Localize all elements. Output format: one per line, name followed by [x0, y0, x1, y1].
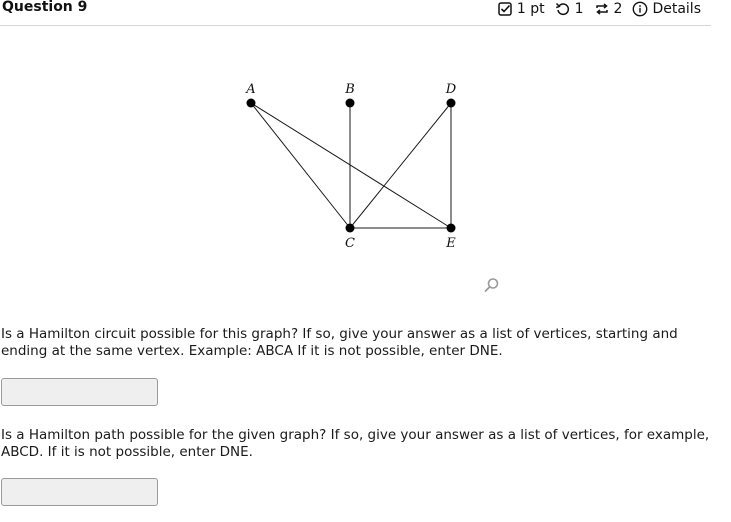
- edge-dc: [350, 103, 451, 228]
- edge-ae: [251, 103, 451, 228]
- details-link[interactable]: Details: [652, 1, 701, 17]
- vertex-c: [346, 224, 355, 233]
- question-2-prompt: Is a Hamilton path possible for the given graph? If so, give your answer as a list of vertices, for example, ABCD. If it is not possible, enter DNE.: [1, 427, 710, 460]
- question-header: [0, 0, 711, 26]
- vertex-label-a: A: [246, 82, 256, 97]
- hamilton-path-input[interactable]: [1, 478, 158, 506]
- question-1-prompt: Is a Hamilton circuit possible for this graph? If so, give your answer as a list of vertices, starting and ending at the same vertex. Example: ABCA If it is not possible, enter DNE.: [1, 326, 678, 359]
- question-title: Question 9: [2, 0, 88, 15]
- attempts-count: 2: [613, 1, 623, 17]
- vertex-a: [247, 99, 256, 108]
- graph-vertices: [245, 82, 456, 251]
- graph-figure: [230, 80, 490, 260]
- vertex-label-e: E: [446, 236, 456, 251]
- vertex-d: [447, 99, 456, 108]
- retries-count: 1: [574, 1, 584, 17]
- points-label: 1 pt: [516, 1, 545, 17]
- vertex-e: [447, 224, 456, 233]
- hamilton-circuit-input[interactable]: [1, 378, 158, 406]
- vertex-label-c: C: [345, 236, 355, 251]
- attempts-icon: [594, 1, 610, 17]
- checkbox-check-icon: [497, 1, 513, 17]
- magnifier-icon[interactable]: [483, 276, 501, 298]
- vertex-label-b: B: [345, 82, 355, 97]
- question-meta: [497, 0, 701, 19]
- retry-icon: [555, 1, 571, 17]
- edge-ac: [251, 103, 350, 228]
- vertex-label-d: D: [445, 82, 457, 97]
- vertex-b: [346, 99, 355, 108]
- graph-edges: [251, 103, 451, 228]
- info-icon[interactable]: [632, 1, 648, 17]
